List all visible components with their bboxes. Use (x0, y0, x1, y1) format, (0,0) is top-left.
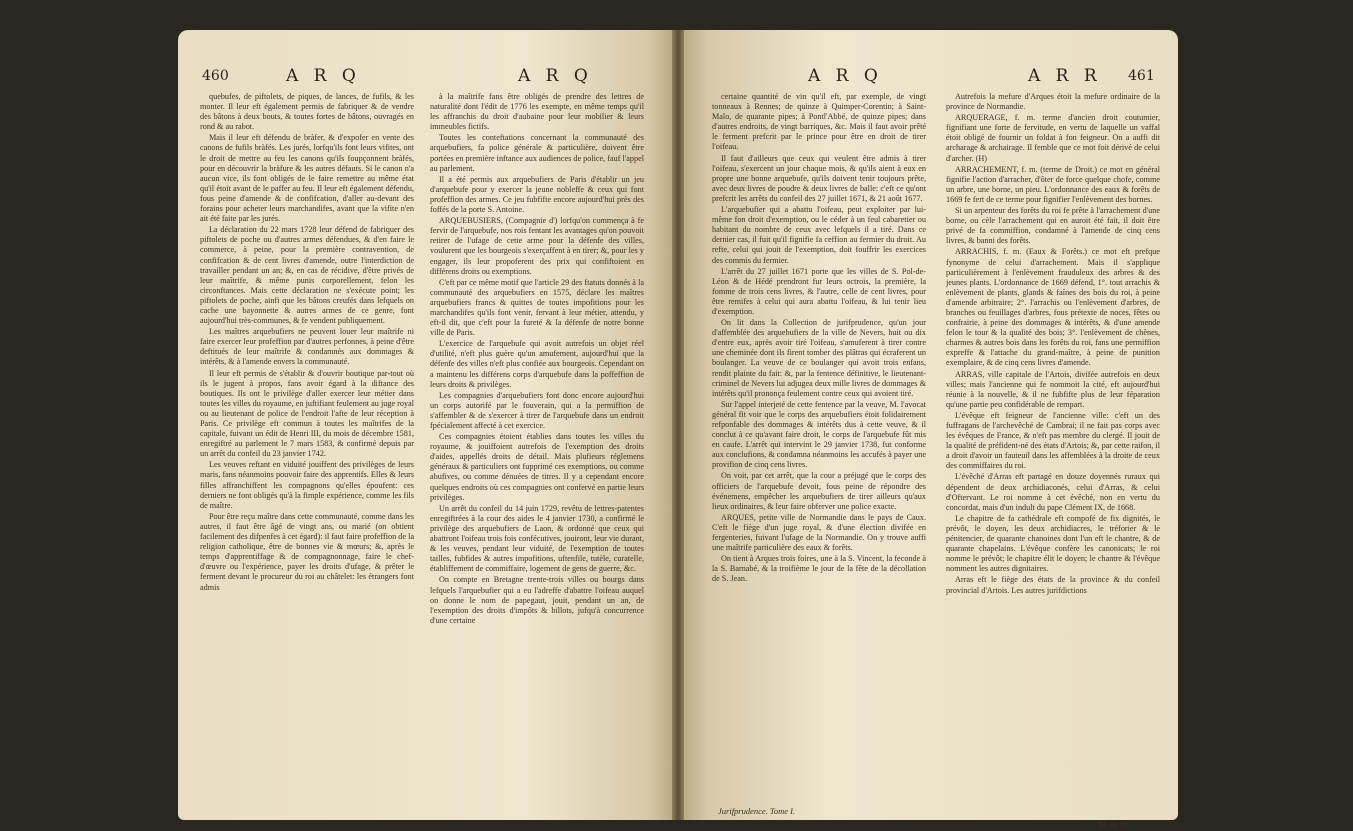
paragraph: Les maîtres arquebufiers ne peuvent louer leur maîtrife ni faire exercer leur profeffion par d'autres perfonnes, à peine d'être deftitués de leur maîtrife & condamnés aux dommages & intérêts, & à l'amende envers la communauté. (200, 327, 414, 367)
paragraph: Les veuves reftant en viduité jouiffent des privilèges de leurs maris, fans néanmoins pouvoir faire des apprentifs. Elles & leurs filles affranchiffent les compagnons qu'elles époufent: ces derniers ne font obligés qu'à la fimple expérience, comme les fils de maître. (200, 460, 414, 510)
paragraph: ARQUERAGE, f. m. terme d'ancien droit coutumier, fignifiant une forte de fervitude, en vertu de laquelle un vaffal étoit obligé de fournir un foldat à fon feigneur. On a auffi dit archarage & archairage. Il femble que ce mot foit dérivé de celui d'archer. (H) (946, 113, 1160, 163)
page-number-left: 460 (202, 68, 229, 84)
paragraph: On voit, par cet arrêt, que la cour a préjugé que le corps des officiers de l'arquebufe devoit, fous peine de répondre des événemens, empêcher les arquebufiers de tirer ailleurs qu'aux lieux ordinaires, & leur faire obferver une police exacte. (712, 471, 926, 511)
paragraph: Ces compagnies étoient établies dans toutes les villes du royaume, & jouiffoient autrefois de l'exemption des droits d'aides, appellés droits de détail. Mais plufieurs réglemens généraux & particuliers ont fupprimé ces exemptions, ou comme abufives, ou comme dénuées de titres. Il y a cependant encore quelques endroits où ces compagnies ont confervé en partie leurs privilèges. (430, 432, 644, 502)
paragraph: Arras eft le fiège des états de la province & du confeil provincial d'Artois. Les autres jurifdictions (946, 575, 1160, 595)
paragraph: La déclaration du 22 mars 1728 leur défend de fabriquer des piftolets de poche ou d'autres armes défendues, & d'en faire le commerce, à peine, pour la première contravention, de confifcation & de cent livres d'amende, outre l'interdiction de travailler pendant un an; &, en cas de récidive, d'être privés de leur maîtrife, & même punis corporellement, felon les circonftances. Mais cette déclaration ne s'exécute point; les piftolets de poche, ainfi que les bâtons creufés dans lefquels on cache une bayonnette & autres armes de ce genre, font aujourd'hui très-communes, & fe vendent publiquement. (200, 225, 414, 326)
paragraph: L'arquebufier qui a abattu l'oifeau, peut exploiter par lui-même fon droit d'exemption, ou le céder à un feul cabaretier ou habitant du nombre de ceux avec lefquels il a tiré. Dans ce dernier cas, il fuit qu'il fignifie fa ceffion au fermier du droit. Au refte, celui qui jouit de l'exemption, doit fouffrir les exercices des commis du fermier. (712, 205, 926, 265)
paragraph: L'exercice de l'arquebufe qui avoit autrefois un objet réel d'utilité, n'eft plus guère qu'un amufement, aujourd'hui que la défenfe des villes n'eft plus confiée aux bourgeois. Cependant on a maintenu les différens corps d'arquebufe dans la poffeffion de leurs droits & privilèges. (430, 339, 644, 389)
signature-mark: M m m (1098, 820, 1128, 831)
paragraph: Mais il leur eft défendu de bràfer, & d'expofer en vente des canons de fufils bràfés. Les jurés, lorfqu'ils font leurs vifites, ont le droit de mettre au feu les canons qu'ils foupçonnent bràfés, pour en découvrir la bràfure & les autres défauts. Si le canon n'a aucun vice, ils font obligés de le faire remettre au même état qu'il étoit avant de le paffer au feu. Il leur eft également défendu, fous peine d'amende & de confifcation, d'aller au-devant des forains pour acheter leurs marchandifes, avant que la vifite n'en ait été faite par les jurés. (200, 133, 414, 224)
right-column-1 (712, 92, 926, 586)
paragraph: Il leur eft permis de s'établir & d'ouvrir boutique par-tout où ils le jugent à propos, fans avoir égard à la diftance des boutiques. Ils ont le privilège d'aller exercer leur métier dans toutes les villes du royaume, en juftifiant feulement au juge royal ou au lieutenant de police de l'endroit l'afte de leur réception à Paris. Ce privilège eft commun à toutes les maîtrifes de la capitale, fuivant un édit de Henri III, du mois de décembre 1581, enregiftré au parlement le 7 mars 1583, & confirmé depuis par un arrêt du confeil du 23 janvier 1742. (200, 368, 414, 459)
paragraph: L'évêché d'Arras eft partagé en douze doyennés ruraux qui dépendent de deux archidiaconés, celui d'Arras, & celui d'Oftervant. Le roi nomme à cet évêché, non en vertu du concordat, mais d'un indult du pape Clément IX, de 1668. (946, 472, 1160, 512)
paragraph: ARRACHIS, f. m. (Eaux & Forêts.) ce mot eft prefque fynonyme de celui d'arrachement. Mais il s'applique particulièrement à l'enlèvement frauduleux des arbres & des jeunes plants. L'ordonnance de 1669 défend, 1°. tout arrachis & enlèvement de plants, glands & faînes des bois du roi, à peine d'amende arbitraire; 2°. l'arrachis ou l'enlèvement d'arbres, de branches ou feuillages d'arbres, fous prétexte de noces, fêtes ou confrairie, à peine des dommages & intérêts, & d'une amende felon le tour & la qualité des bois; 3°. l'enlèvement de chênes, charmes & autres bois dans les forêts du roi, fans une permiffion expreffe & l'attache du grand-maître, à peine de punition exemplaire, & de cinq cens livres d'amende. (946, 247, 1160, 368)
left-column-2 (430, 92, 644, 627)
paragraph: On lit dans la Collection de jurifprudence, qu'un jour d'affemblée des arquebufiers de la ville de Nevers, huit ou dix d'entre eux, après avoir tiré l'oifeau, s'amuferent à tirer contre une cheminée dont ils firent tomber des plâtras qui écraferent un boulanger. La veuve de ce boulanger qui avoit trois enfans, rendit plainte du fait: &, par la fentence définitive, le lieutenant-criminel de Nevers lui adjugea deux mille livres de dommages & intérêts qu'il prononça feulement contre ceux qui avoient tiré. (712, 318, 926, 398)
paragraph: ARQUES, petite ville de Normandie dans le pays de Caux. C'eft le fiège d'un juge royal, & d'une élection divifée en fergenteries, fuivant l'ufage de la Normandie. On y trouve auffi une maîtrife particulière des eaux & forêts. (712, 512, 926, 553)
paragraph: Toutes les conteftations concernant la communauté des arquebufiers, fa police générale & particulière, doivent être portées en première inftance aux audiences de police, fauf l'appel au parlement. (430, 133, 644, 173)
paragraph: Un arrêt du confeil du 14 juin 1729, revêtu de lettres-patentes enregiftrées à la cour des aides le 4 janvier 1730, a confirmé le privilège des arquebufiers de Laon, & ordonné que ceux qui abattront l'oifeau trois fois confécutives, jouiront, leur vie durant, & les veuves, pendant leur viduité, de l'exemption de toutes tailles, fubfides & autres impofitions, uftenfile, tutèle, curatelle, établiffement de commiffaire, logement de gens de guerre, &c. (430, 503, 644, 574)
running-head-left-col2: A R Q (518, 66, 593, 86)
paragraph: Il faut d'ailleurs que ceux qui veulent être admis à tirer l'oifeau, s'exercent un jour chaque mois, & qu'ils aient à eux en propre une bonne arquebufe, qu'ils doivent tenir toujours prête, avec deux livres de poudre & deux livres de balle: c'eft ce qu'ont prefcrit les arrêts du confeil des 27 juillet 1671, & 21 août 1677. (712, 153, 926, 203)
right-column-2 (946, 92, 1160, 597)
paragraph: Autrefois la mefure d'Arques étoit la mefure ordinaire de la province de Normandie. (946, 92, 1160, 112)
paragraph: ARQUEBUSIERS, (Compagnie d') lorfqu'on commença à fe fervir de l'arquebufe, nos rois fentant les avantages qu'on pouvoit retirer de l'ufage de cette arme pour la défenfe des villes, voulurent que les bourgeois s'exerçaffent à en tirer; &, pour les y engager, ils leur propoferent des prix qui confiftoient en différens droits ou exemptions. (430, 216, 644, 276)
left-column-1 (200, 92, 414, 594)
running-head-right-a: A R Q (808, 66, 883, 86)
right-page (678, 30, 1178, 831)
paragraph: certaine quantité de vin qu'il eft, par exemple, de vingt tonneaux à Rennes; de quinze à Quimper-Corentin; à Saint-Malo, de quarante pipes; à Pontl'Abbé, de quinze pipes; dans d'autres endroits, de vingt barriques, &c. Mais il faut avoir prêté le ferment prefcrit par le prince pour être en droit de tirer l'oifeau. (712, 92, 926, 152)
paragraph: C'eft par ce même motif que l'article 29 des ftatuts donnés à la communauté des arquebufiers en 1575, déclare les maîtres arquebufiers francs & quittes de toutes impofitions pour les marchandifes qu'ils font venir, fervant à leur métier, attendu, y eft-il dit, que c'eft pour la fureté & la défenfe de notre bonne ville de Paris. (430, 277, 644, 338)
book-gutter (672, 30, 684, 820)
left-page (178, 30, 678, 820)
paragraph: On tient à Arques trois foires, une à la S. Vincent, la feconde à la S. Barnabé, & la troifième le jour de la fête de la décollation de S. Jean. (712, 554, 926, 584)
paragraph: quebufes, de piftolets, de piques, de lances, de fufils, & les monter. Il leur eft également permis de fabriquer & de vendre des bâtons à deux bouts, & toutes fortes de bâtons, ouvragés en rond & au rabot. (200, 92, 414, 132)
running-head-right-b: A R R (1028, 66, 1102, 86)
paragraph: L'arrêt du 27 juillet 1671 porte que les villes de S. Pol-de-Léon & de Hédé prendront fur leurs octrois, la première, la fomme de trois cens livres, & l'autre, celle de cent livres, pour être remifes à celui qui aura abattu l'oifeau, & lui tenir lieu d'exemption. (712, 266, 926, 316)
page-number-right: 461 (1128, 68, 1155, 84)
paragraph: ARRAS, ville capitale de l'Artois, divifée autrefois en deux villes; mais l'ancienne qui fe nommoit la cité, eft aujourd'hui réunie à la nouvelle, & il ne fubfifte plus de leur féparation qu'une partie peu confidérable de rempart. (946, 369, 1160, 409)
running-head-left: A R Q (286, 66, 361, 86)
paragraph: Le chapitre de fa cathédrale eft compofé de fix dignités, le prévôt, le doyen, les deux archidiacres, le tréforier & le pénitencier, de quarante chanoines dont l'un eft le chantre, & de quarante chapelains. L'évêque confère les canonicats; le roi nomme le prévôt; le chapitre élit le doyen; le chantre & l'évêque nomment les autres dignitaires. (946, 513, 1160, 574)
paragraph: Sur l'appel interjeté de cette fentence par la veuve, M. l'avocat général fit voir que le corps des arquebufiers étoit folidairement refponfable des dommages & intérêts dus à cette veuve, & il conclut à ce qu'avant faire droit, le corps de l'arquebufe fût mis en caufe. L'arrêt qui intervint le 29 janvier 1738, fut conforme aux conclufions, & condamna néanmoins les accufés à payer une provifion de cinq cens livres. (712, 399, 926, 470)
footer-line: Jurifprudence. Tome I. (718, 806, 796, 816)
paragraph: Il a été permis aux arquebufiers de Paris d'établir un jeu d'arquebufe pour y exercer la jeune nobleffe & ceux qui font profeffion des armes. Ce jeu fubfifte encore aujourd'hui près des foffés de la porte S. Antoine. (430, 174, 644, 215)
paragraph: Les compagnies d'arquebufiers font donc encore aujourd'hui un corps autorifé par le fouverain, qui a la permiffion de s'affembler & de s'exercer à tirer de l'arquebufe dans un endroit fpécialement affecté à cet exercice. (430, 390, 644, 430)
paragraph: On compte en Bretagne trente-trois villes ou bourgs dans lefquels l'arquebufier qui a eu l'adreffe d'abattre l'oifeau auquel on donne le nom de papegaut, jouit, pendant un an, de l'exemption des droits d'impôts & billots, jufqu'à concurrence d'une certaine (430, 575, 644, 625)
paragraph: à la maîtrife fans être obligés de prendre des lettres de naturalité dont l'édit de 1776 les exempte, en même temps qu'il les affranchis du droit d'aubaine pour leur mobilier & leurs immeubles fictifs. (430, 92, 644, 132)
paragraph: ARRACHEMENT, f. m. (terme de Droit.) ce mot en général fignifie l'action d'arracher, d'ôter de force quelque chofe, comme un arbre, une borne, un pieu. L'ordonnance des eaux & forêts de 1669 fe fert de ce terme pour fignifier l'enlèvement des bornes. (946, 164, 1160, 204)
paragraph: Si un arpenteur des forêts du roi fe prête à l'arrachement d'une borne, ou cèle l'arrachement qui en auroit été fait, il doit être privé de fa commiffion, condamné à l'amende de cinq cens livres, & banni des forêts. (946, 206, 1160, 246)
paragraph: Pour être reçu maître dans cette communauté, comme dans les autres, il faut être âgé de vingt ans, ou marié (on obtient facilement des difpenfes à cet égard): il faut faire profeffion de la religion catholique, être de bonnes vie & mœurs; &, après le temps d'apprentiffage & de compagnonnage, faire le chef-d'œuvre ou l'expérience, payer les droits d'ufage, & prêter le ferment devant le procureur du roi au châtelet: les étrangers font admis (200, 511, 414, 592)
paragraph: L'évêque eft feigneur de l'ancienne ville: c'eft un des fuffragans de l'archevêché de Cambrai; il ne fait pas corps avec les évêques de France, & n'eft pas membre du clergé. Il jouit de la qualité de préfident-né des états d'Artois; &, par cette raifon, il a droit d'avoir un fauteuil dans les affemblées à la droite de ceux des commiffaires du roi. (946, 410, 1160, 471)
